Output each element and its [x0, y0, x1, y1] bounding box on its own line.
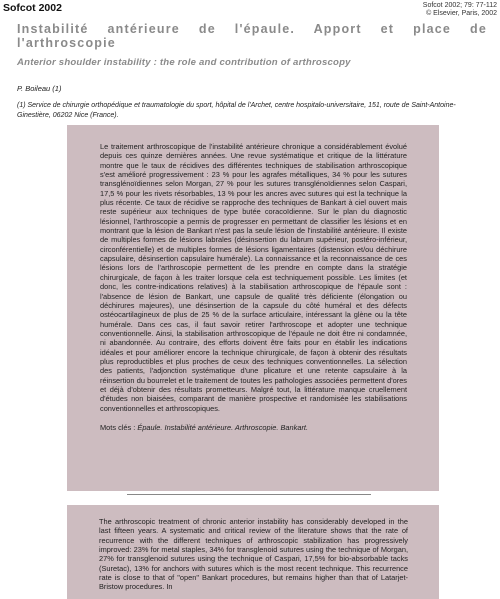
abstract-text: Le traitement arthroscopique de l'instabilité antérieure chronique a considérablement évolué depuis ces quinze dernières années. Une revue systématique et critique de la littérature montre que le taux de récidives des différentes techniques de stabilisation arthroscopique s'est amélioré progressivement : 23 % pour les agrafes métalliques, 34 % pour les sutures transglénoïdiennes selon Morgan, 27 % pour les sutures transglénoïdiennes selon Caspari, 17,5 % pour les rivets résorbables, 13 % pour les ancres avec sutures qui est la technique la plus récente. Ce taux de récidive se rapproche des techniques de Bankart à ciel ouvert mais reste supérieur aux techniques de type butée coracoïdienne. Sur le plan du diagnostic lésionnel, l'arthroscopie a permis de progresser en permettant de classifier les lésions et en montrant que la lésion de Bankart n'est pas la seule lésion de l'instabilité antérieure. Il existe de multiples formes de lésions labrales (désinsertion du labrum supérieur, postéro-inférieur, circonférentielle) et de multiples formes de lésions ligamentaires (distension et/ou déchirure capsulaire, désinsertion capsulaire humérale). La connaissance et la reconnaissance de ces lésions lors de l'arthroscopie permettent de les prendre en compte dans la stratégie chirurgicale, de façon à les traiter lorsque cela est techniquement possible. Les limites (et donc, les contre-indications relatives) à la stabilisation arthroscopique de l'épaule sont : l'absence de lésion de Bankart, une capsule de qualité très déficiente (élongation ou déchirures majeures), une désinsertion de la capsule du côté huméral et des défects ostéocartilagineux de plus de 25 % de la surface articulaire, intéressant la glène ou la tête humérale. Dans ces cas, il faut savoir retirer l'arthroscope et adopter une technique conventionnelle. Ainsi, la stabilisation arthroscopique de l'épaule ne doit être ni condamnée, ni abandonnée. Au contraire, des efforts doivent être faits pour en établir les indications idéales et pour améliorer encore la technique chirurgicale, de façon à obtenir des résultats plus reproductibles et plus proches de ceux des techniques conventionnelles. La sélection des patients, l'adjonction systématique d'une plicature et une retente capsulaire à la réinsertion du bourrelet et le traitement de toutes les pathologies associées permettent d'ores et déjà d'obtenir des résultats prometteurs. Malgré tout, la littérature manque cruellement d'études non biaisées, comparant de manière prospective et randomisée les stabilisations conventionnelles et arthroscopiques.	[100, 142, 407, 413]
french-abstract-box	[67, 125, 439, 491]
section-divider	[127, 494, 371, 495]
article-subtitle: Anterior shoulder instability : the role and contribution of arthroscopy	[17, 57, 351, 68]
citation-block	[423, 2, 497, 18]
keywords-label: Mots clés :	[100, 422, 136, 432]
author: P. Boileau (1)	[17, 84, 62, 93]
english-abstract-text: The arthroscopic treatment of chronic anterior instability has considerably developed in the last fifteen years. A systematic and critical review of the literature shows that the rate of recurrence with the different techniques of arthroscopic stabilization has progressively improved: 23% for metal staples, 34% for transglenoid sutures using the technique of Morgan, 27% for transglenoid sutures using the technique of Caspari, 17,5% for bio-absorbable tacks (Suretac), 13% for anchors with sutures which is the most recent technique. This recurrence rate is close to that of "open" Bankart procedures, but remains higher than that of Latarjet-Bristow procedures. In	[99, 517, 408, 592]
affiliation: (1) Service de chirurgie orthopédique et traumatologie du sport, hôpital de l'Archet, centre hospitalo-universitaire, 151, route de Saint-Antoine-Ginestière, 06202 Nice (France).	[17, 102, 456, 119]
citation: Sofcot 2002; 79: 77-112	[422, 2, 497, 9]
english-abstract-box	[67, 505, 439, 599]
publisher: © Elsevier, Paris, 2002	[426, 10, 497, 17]
keywords-values: Épaule. Instabilité antérieure. Arthroscopie. Bankart.	[137, 422, 309, 432]
journal-name: Sofcot 2002	[3, 2, 62, 14]
keywords	[100, 423, 407, 432]
article-title: Instabilité antérieure de l'épaule. Apport et place de l'arthroscopie	[17, 22, 487, 50]
